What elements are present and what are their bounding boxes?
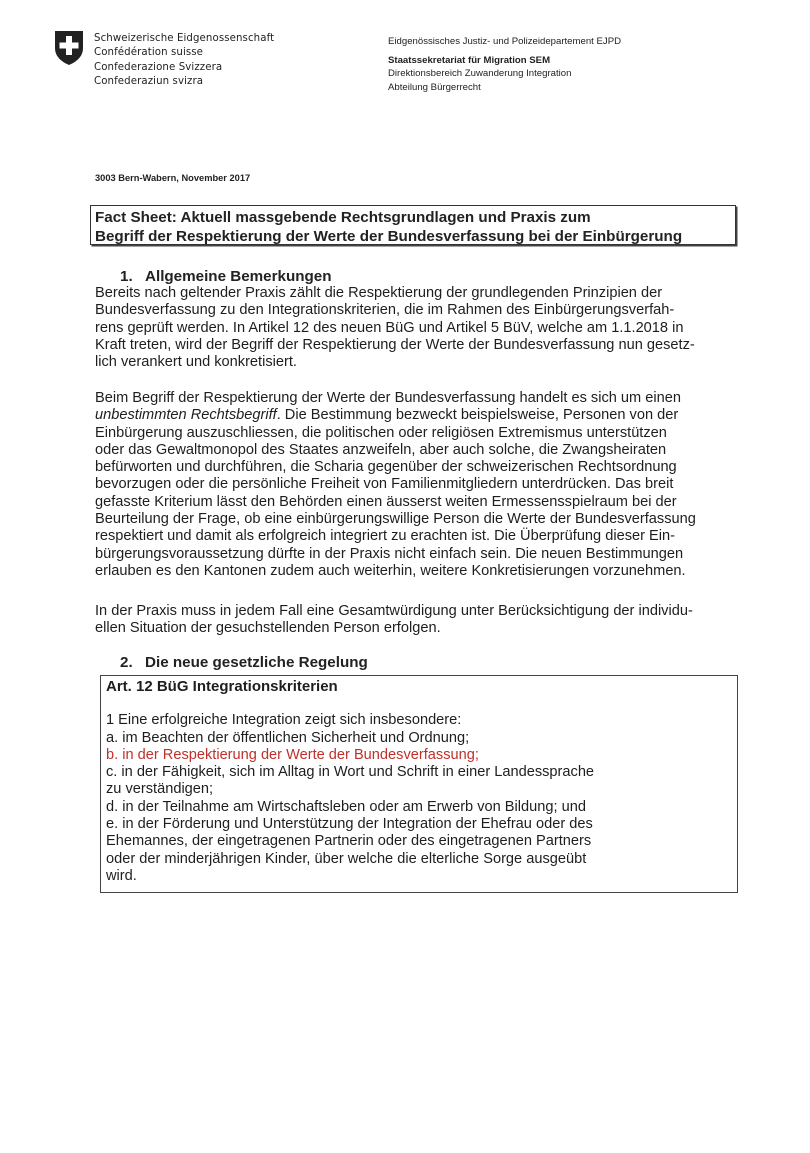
text-line: befürworten und durchführen, die Scharia gegenüber der schweizerischen Rechtsordnung [95, 459, 677, 476]
fact-sheet-title-box [90, 205, 736, 245]
fact-sheet-title-line-1: Fact Sheet: Aktuell massgebende Rechtsgrundlagen und Praxis zum [95, 209, 591, 226]
article-line-highlighted: b. in der Respektierung der Werte der Bundesverfassung; [106, 746, 479, 763]
office-name: Staatssekretariat für Migration SEM [388, 54, 551, 66]
article-line: wird. [106, 867, 137, 884]
section-1-number: 1. [120, 268, 133, 285]
section-name: Abteilung Bürgerrecht [388, 81, 481, 93]
text-line: In der Praxis muss in jedem Fall eine Gesamtwürdigung unter Berücksichtigung der individu- [95, 603, 693, 619]
text-line: bevorzugen oder die persönliche Freiheit von Familienmitgliedern unterdrücken. Das breit [95, 476, 674, 493]
text-line: erlauben es den Kantonen zudem auch weiterhin, weitere Konkretisierungen vorzunehmen. [95, 562, 686, 579]
federation-name-fr: Confédération suisse [94, 47, 204, 59]
section-1-paragraph-3 [95, 603, 745, 638]
text-line: Einbürgerung auszuschliessen, die politischen oder religiösen Extremismus unterstützen [95, 424, 667, 441]
text-line: oder das Gewaltmonopol des Staates anzweifeln, aber auch solche, die Zwangsheiraten [95, 441, 667, 458]
department-name: Eidgenössisches Justiz- und Polizeidepartement EJPD [388, 36, 622, 47]
article-line: Ehemannes, der eingetragenen Partnerin oder des eingetragenen Partners [106, 833, 592, 850]
text-line [95, 407, 745, 424]
article-line: e. in der Förderung und Unterstützung der Integration der Ehefrau oder des [106, 816, 593, 833]
article-12-box [100, 675, 738, 893]
text-line: Kraft treten, wird der Begriff der Respektierung der Werte der Bundesverfassung nun gesetz- [95, 336, 695, 353]
place-date: 3003 Bern-Wabern, November 2017 [95, 173, 251, 183]
text-line: Beim Begriff der Respektierung der Werte der Bundesverfassung handelt es sich um einen [95, 390, 681, 406]
article-line: zu verständigen; [106, 781, 214, 798]
article-line: c. in der Fähigkeit, sich im Alltag in Wort und Schrift in einer Landessprache [106, 764, 595, 781]
section-1-paragraph-2 [95, 390, 745, 580]
text-line: Bereits nach geltender Praxis zählt die Respektierung der grundlegenden Prinzipien der [95, 285, 663, 301]
federation-name-it: Confederazione Svizzera [94, 61, 223, 73]
fact-sheet-title-line-2: Begriff der Respektierung der Werte der Bundesverfassung bei der Einbürgerung [95, 228, 683, 245]
section-2-number: 2. [120, 654, 133, 671]
text-span: . Die Bestimmung bezweckt beispielsweise, Personen von der [276, 407, 679, 424]
text-line: gefasste Kriterium lässt den Behörden einen äusserst weiten Ermessensspielraum bei der [95, 493, 677, 510]
italic-term: unbestimmten Rechtsbegriff [95, 407, 277, 424]
swiss-cross-shield-icon [54, 30, 84, 66]
text-line: bürgerungsvoraussetzung dürfte in der Praxis nicht einfach sein. Die neuen Bestimmungen [95, 545, 684, 562]
article-title: Art. 12 BüG Integrationskriterien [106, 678, 338, 695]
federation-names [94, 32, 274, 90]
division-name: Direktionsbereich Zuwanderung Integration [388, 68, 572, 79]
section-2-title: Die neue gesetzliche Regelung [145, 654, 368, 671]
text-line: Bundesverfassung zu den Integrationskriterien, die im Rahmen des Einbürgerungsverfah- [95, 302, 675, 319]
section-1-paragraph-1 [95, 285, 745, 371]
section-1-title: Allgemeine Bemerkungen [145, 268, 332, 285]
federation-name-de: Schweizerische Eidgenossenschaft [94, 33, 275, 44]
text-line: Beurteilung der Frage, ob eine einbürgerungswillige Person die Werte der Bundesverfassung [95, 511, 696, 528]
article-line: 1 Eine erfolgreiche Integration zeigt sich insbesondere: [106, 712, 462, 729]
text-line: lich verankert und konkretisiert. [95, 354, 297, 371]
section-1-heading [120, 268, 332, 285]
article-line: d. in der Teilnahme am Wirtschaftsleben oder am Erwerb von Bildung; und [106, 798, 586, 815]
federation-name-rm: Confederaziun svizra [94, 76, 204, 88]
section-2-heading [120, 654, 368, 671]
article-line: oder der minderjährigen Kinder, über welche die elterliche Sorge ausgeübt [106, 850, 587, 867]
text-line: ellen Situation der gesuchstellenden Person erfolgen. [95, 620, 441, 637]
article-line: a. im Beachten der öffentlichen Sicherheit und Ordnung; [106, 729, 470, 746]
text-line: respektiert und damit als erfolgreich integriert zu erachten ist. Die Überprüfung dieser Ein- [95, 528, 675, 545]
text-line: rens geprüft werden. In Artikel 12 des neuen BüG und Artikel 5 BüV, welche am 1.1.2018 in [95, 319, 684, 336]
department-block [388, 35, 621, 94]
